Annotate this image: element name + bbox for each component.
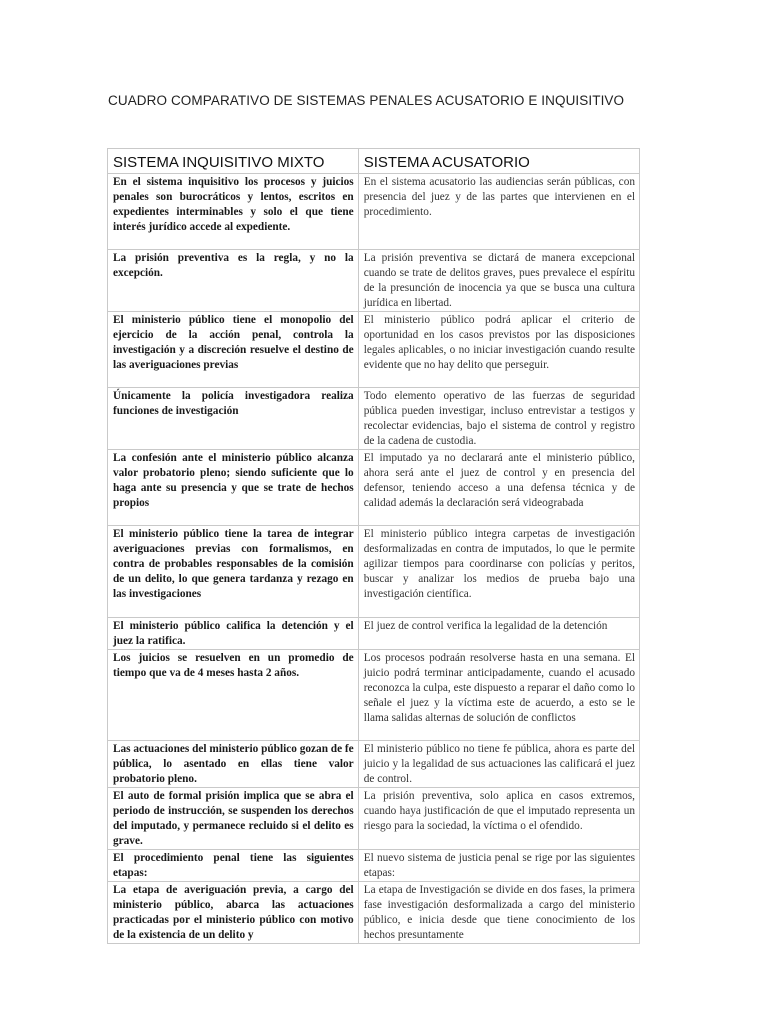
acusatorio-cell: El ministerio público podrá aplicar el criterio de oportunidad en los casos previstos por las disposiciones legales aplicables, o no iniciar investigación cuando resulte evidente que no hay delito que perseguir. (358, 312, 639, 388)
table-row (108, 312, 640, 388)
document-title: CUADRO COMPARATIVO DE SISTEMAS PENALES ACUSATORIO E INQUISITIVO (108, 93, 625, 108)
acusatorio-cell: Todo elemento operativo de las fuerzas de seguridad pública pueden investigar, incluso entrevistar a testigos y recolectar evidencias, bajo el sistema de control y registro de la cadena de custodia. (358, 388, 639, 450)
table-header-row (108, 149, 640, 174)
inquisitivo-cell: La confesión ante el ministerio público alcanza valor probatorio pleno; siendo suficiente que lo haga ante su presencia y que se trate de hechos propios (108, 450, 359, 526)
acusatorio-cell: La prisión preventiva, solo aplica en casos extremos, cuando haya justificación de que el imputado representa un riesgo para la sociedad, la víctima o el ofendido. (358, 788, 639, 850)
inquisitivo-cell: La prisión preventiva es la regla, y no la excepción. (108, 250, 359, 312)
inquisitivo-cell: El ministerio público califica la detención y el juez la ratifica. (108, 618, 359, 650)
table-row (108, 526, 640, 618)
acusatorio-cell: El ministerio público integra carpetas de investigación desformalizadas en contra de imputados, lo que le permite agilizar tiempos para coordinarse con policías y peritos, buscar y analizar los medios de prueba bajo una investigación científica. (358, 526, 639, 618)
acusatorio-cell: La etapa de Investigación se divide en dos fases, la primera fase investigación desformalizada a cargo del ministerio público, e inicia desde que tiene conocimiento de los hechos presuntamente (358, 882, 639, 944)
acusatorio-cell: El imputado ya no declarará ante el ministerio público, ahora será ante el juez de control y en presencia del defensor, teniendo acceso a una defensa técnica y de calidad además la declaración será videograbada (358, 450, 639, 526)
table-row (108, 741, 640, 788)
table-row (108, 250, 640, 312)
table-row (108, 788, 640, 850)
table-row (108, 882, 640, 944)
inquisitivo-cell: En el sistema inquisitivo los procesos y juicios penales son burocráticos y lentos, escritos en expedientes interminables y solo el que tiene interés jurídico accede al expediente. (108, 174, 359, 250)
inquisitivo-cell: El procedimiento penal tiene las siguientes etapas: (108, 850, 359, 882)
inquisitivo-cell: La etapa de averiguación previa, a cargo del ministerio público, abarca las actuaciones practicadas por el ministerio público con motivo de la existencia de un delito y (108, 882, 359, 944)
header-acusatorio: SISTEMA ACUSATORIO (358, 149, 639, 174)
acusatorio-cell: La prisión preventiva se dictará de manera excepcional cuando se trate de delitos graves, pues prevalece el espíritu de la presunción de inocencia ya que se busca una cultura jurídica en libertad. (358, 250, 639, 312)
table-row (108, 388, 640, 450)
table-row (108, 850, 640, 882)
acusatorio-cell: Los procesos podraán resolverse hasta en una semana. El juicio podrá terminar anticipadamente, cuando el acusado reconozca la culpa, este dispuesto a reparar el daño como lo señale el juez y la víctima este de acuerdo, a esto se le llama salidas alternas de solución de conflictos (358, 650, 639, 741)
acusatorio-cell: El ministerio público no tiene fe pública, ahora es parte del juicio y la legalidad de sus actuaciones las calificará el juez de control. (358, 741, 639, 788)
table-row (108, 618, 640, 650)
inquisitivo-cell: El ministerio público tiene la tarea de integrar averiguaciones previas con formalismos, en contra de probables responsables de la comisión de un delito, lo que genera tardanza y rezago en las investigaciones (108, 526, 359, 618)
comparison-table (107, 148, 640, 944)
acusatorio-cell: En el sistema acusatorio las audiencias serán públicas, con presencia del juez y de las partes que intervienen en el procedimiento. (358, 174, 639, 250)
inquisitivo-cell: Las actuaciones del ministerio público gozan de fe pública, lo asentado en ellas tiene valor probatorio pleno. (108, 741, 359, 788)
inquisitivo-cell: Los juicios se resuelven en un promedio de tiempo que va de 4 meses hasta 2 años. (108, 650, 359, 741)
table-row (108, 174, 640, 250)
inquisitivo-cell: Únicamente la policía investigadora realiza funciones de investigación (108, 388, 359, 450)
inquisitivo-cell: El ministerio público tiene el monopolio del ejercicio de la acción penal, controla la investigación y a discreción resuelve el destino de las averiguaciones previas (108, 312, 359, 388)
inquisitivo-cell: El auto de formal prisión implica que se abra el periodo de instrucción, se suspenden los derechos del imputado, y permanece recluido si el delito es grave. (108, 788, 359, 850)
acusatorio-cell: El juez de control verifica la legalidad de la detención (358, 618, 639, 650)
table-row (108, 450, 640, 526)
acusatorio-cell: El nuevo sistema de justicia penal se rige por las siguientes etapas: (358, 850, 639, 882)
header-inquisitivo: SISTEMA INQUISITIVO MIXTO (108, 149, 359, 174)
table-row (108, 650, 640, 741)
